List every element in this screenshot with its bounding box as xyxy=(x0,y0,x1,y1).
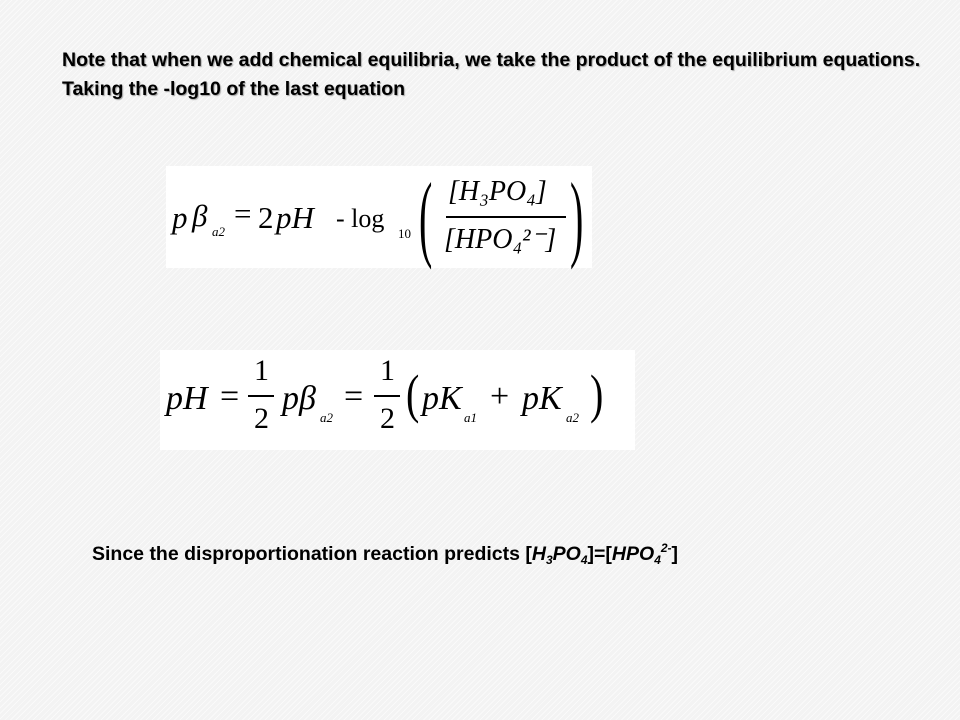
eq2-pK-2-subscript: a2 xyxy=(566,410,579,425)
equation-pH xyxy=(160,350,635,450)
eq1-left-paren: ( xyxy=(419,162,433,271)
eq1-pH: pH xyxy=(276,200,314,235)
slide-title: Note that when we add chemical equilibria, we take the product of the equilibrium equations. Taking the -log10 of the last equation xyxy=(62,49,921,100)
eq2-half-bar-a xyxy=(248,395,274,397)
eq1-right-paren: ) xyxy=(570,162,584,271)
disproportionation-note xyxy=(92,540,932,568)
eq2-p-beta: pβ xyxy=(282,380,316,417)
eq1-p: p xyxy=(172,200,188,235)
eq2-half-numerator-b: 1 xyxy=(380,354,395,387)
eq2-half-numerator-a: 1 xyxy=(254,354,269,387)
eq1-beta-subscript: a2 xyxy=(212,224,225,239)
eq1-equals: = xyxy=(234,196,252,231)
note-h: H xyxy=(531,543,546,565)
note-h-subscript: 3 xyxy=(545,553,553,567)
note-po: PO xyxy=(552,543,581,565)
eq2-pK-2: pK xyxy=(522,380,562,417)
eq2-half-denominator-b: 2 xyxy=(380,402,395,435)
eq2-right-paren: ) xyxy=(590,363,604,425)
note-po-subscript: 4 xyxy=(580,553,588,567)
eq2-beta-subscript: a2 xyxy=(320,410,333,425)
note-hpo: HPO xyxy=(611,543,655,565)
note-hpo-charge: 2- xyxy=(660,541,672,555)
eq1-numerator: [H₃PO₄] xyxy=(448,176,547,207)
eq1-minus-log: - log xyxy=(336,204,385,233)
eq2-plus: + xyxy=(490,378,510,415)
note-hpo-subscript: 4 xyxy=(654,553,661,567)
eq1-beta: β xyxy=(192,198,208,233)
equation-pbeta xyxy=(166,162,592,271)
eq2-equals-b: = xyxy=(344,378,364,415)
eq2-half-denominator-a: 2 xyxy=(254,402,269,435)
eq1-two: 2 xyxy=(258,200,274,235)
note-suffix: ] xyxy=(671,543,679,565)
eq1-fraction-bar xyxy=(446,216,566,218)
eq2-pK-1-subscript: a1 xyxy=(464,410,477,425)
note-middle: ]=[ xyxy=(587,543,612,565)
eq2-pH: pH xyxy=(166,380,208,417)
eq2-equals-a: = xyxy=(220,378,240,415)
eq2-pK-1: pK xyxy=(422,380,462,417)
eq2-left-paren: ( xyxy=(406,363,420,425)
eq1-log-base: 10 xyxy=(398,226,411,241)
note-prefix: Since the disproportionation reaction predicts [ xyxy=(92,543,532,565)
eq2-half-bar-b xyxy=(374,395,400,397)
eq1-denominator: [HPO₄²⁻] xyxy=(444,224,557,255)
